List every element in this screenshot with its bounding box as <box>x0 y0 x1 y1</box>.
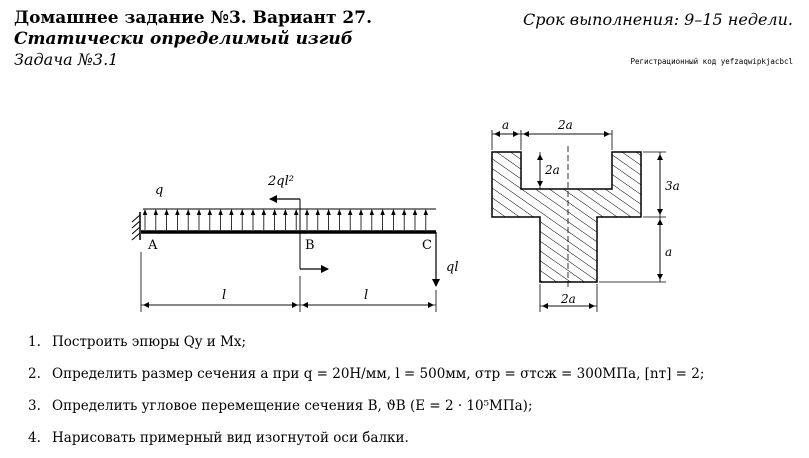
load-arrow <box>316 209 320 215</box>
load-arrow <box>348 209 352 215</box>
load-arrow <box>424 209 428 215</box>
cross-section <box>492 118 680 312</box>
span-dimension <box>141 252 436 312</box>
load-arrow <box>262 209 266 215</box>
task-text-3: Определить угловое перемещение сечения B, ϑB (E = 2 · 10⁵МПа); <box>52 398 533 414</box>
point-a-label: A <box>148 238 158 253</box>
page-subtitle: Статически определимый изгиб <box>14 29 353 49</box>
load-arrow <box>391 209 395 215</box>
load-arrow <box>197 209 201 215</box>
load-arrow <box>186 209 190 215</box>
span1-label: l <box>222 288 227 303</box>
task-item <box>28 394 798 426</box>
task-list <box>28 330 798 458</box>
dim-inner-2a: 2a <box>545 163 560 177</box>
section-shape <box>492 152 641 282</box>
dim-right-a: a <box>665 245 673 259</box>
task-number: Задача №3.1 <box>14 50 119 69</box>
task-number-2: 2. <box>28 366 41 382</box>
load-arrow <box>402 209 406 215</box>
load-arrow <box>272 209 276 215</box>
load-arrow <box>164 209 168 215</box>
point-c-label: C <box>422 238 432 253</box>
load-arrow <box>294 209 298 215</box>
task-number-4: 4. <box>28 430 41 446</box>
wall-hatch <box>132 215 140 240</box>
point-b-label: B <box>305 238 315 253</box>
load-arrow <box>337 209 341 215</box>
load-arrow <box>154 209 158 215</box>
task-text-1: Построить эпюры Qy и Mx; <box>52 334 247 350</box>
beam-diagram <box>132 174 458 312</box>
load-arrow <box>208 209 212 215</box>
load-arrow <box>251 209 255 215</box>
task-number-3: 3. <box>28 398 41 414</box>
load-arrow <box>380 209 384 215</box>
task-item <box>28 362 798 394</box>
load-arrow <box>326 209 330 215</box>
page-title: Домашнее задание №3. Вариант 27. <box>14 8 373 28</box>
task-text-2: Определить размер сечения a при q = 20Н/мм, l = 500мм, σтр = σтсж = 300МПа, [nт] = 2; <box>52 366 705 382</box>
distributed-load-arrows <box>143 209 428 230</box>
moment-label: 2ql² <box>268 174 294 189</box>
load-arrow <box>218 209 222 215</box>
load-arrow <box>413 209 417 215</box>
task-item <box>28 330 798 362</box>
registration-code: Регистрационный код yefzaqwipkjacbcl <box>630 57 793 66</box>
task-number-1: 1. <box>28 334 41 350</box>
task-item <box>28 426 798 458</box>
load-q-label: q <box>155 183 164 198</box>
load-arrow <box>370 209 374 215</box>
force-label: ql <box>446 260 459 275</box>
load-arrow <box>359 209 363 215</box>
load-arrow <box>240 209 244 215</box>
load-arrow <box>143 209 147 215</box>
span2-label: l <box>364 288 369 303</box>
dim-top-2a: 2a <box>558 118 573 132</box>
dim-right-3a: 3a <box>665 179 680 193</box>
due-date: Срок выполнения: 9–15 недели. <box>523 10 793 29</box>
load-arrow <box>305 209 309 215</box>
load-arrow <box>283 209 287 215</box>
load-arrow <box>229 209 233 215</box>
load-arrow <box>175 209 179 215</box>
dim-top-a: a <box>502 118 510 132</box>
task-text-4: Нарисовать примерный вид изогнутой оси балки. <box>52 430 409 446</box>
dim-bottom-2a: 2a <box>561 292 576 306</box>
